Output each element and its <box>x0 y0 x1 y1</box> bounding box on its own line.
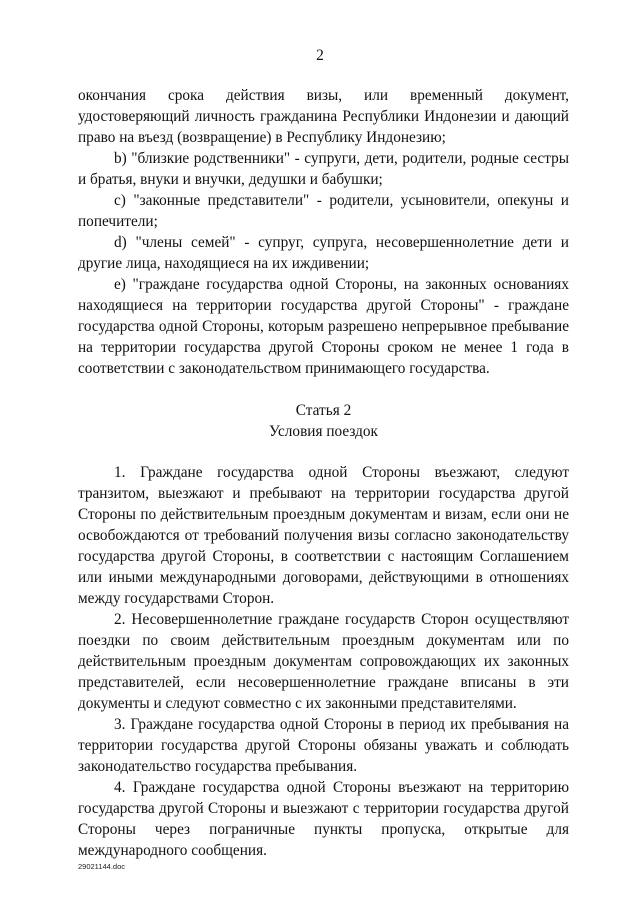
definition-lawful-residents: e) "граждане государства одной Стороны, на законных основаниях находящиеся на территории государства другой Стороны" - граждане государства одной Стороны, которым разрешено непрерывное пребывание на территории государства другой Стороны сроком не менее 1 года в соответствии с законодательством принимающего государства. <box>78 276 569 377</box>
article-clause-2: 2. Несовершеннолетние граждане государств Сторон осуществляют поездки по своим действительным проездным документам или по действительным проездным документам сопровождающих их законных представителей, если несовершеннолетние граждане вписаны в эти документы и следуют совместно с их законными представителями. <box>78 611 569 712</box>
article-title: Условия поездок <box>269 423 378 440</box>
article-clause-3: 3. Граждане государства одной Стороны в период их пребывания на территории государства другой Стороны обязаны уважать и соблюдать законодательство государства пребывания. <box>78 716 569 775</box>
definition-close-relatives: b) "близкие родственники" - супруги, дети, родители, родные сестры и братья, внуки и внучки, дедушки и бабушки; <box>78 150 569 188</box>
document-body <box>78 85 569 861</box>
article-number: Статья 2 <box>295 402 352 419</box>
page-number: 2 <box>316 47 324 64</box>
article-clause-1: 1. Граждане государства одной Стороны въезжают, следуют транзитом, выезжают и пребывают на территории государства другой Стороны по действительным проездным документам и визам, если они не освобождаются от требований получения визы согласно законодательству государства другой Стороны, в соответствии с настоящим Соглашением или иными международными договорами, действующими в отношениях между государствами Сторон. <box>78 464 569 607</box>
definition-legal-representatives: c) "законные представители" - родители, усыновители, опекуны и попечители; <box>78 192 569 230</box>
paragraph-visa-continuation: окончания срока действия визы, или временный документ, удостоверяющий личность гражданина Республики Индонезии и дающий право на въезд (возвращение) в Республику Индонезию; <box>78 87 569 146</box>
document-filename-footer: 29021144.doc <box>78 862 125 871</box>
article-clause-4: 4. Граждане государства одной Стороны въезжают на территорию государства другой Стороны и выезжают с территории государства другой Стороны через пограничные пункты пропуска, открытые для международного сообщения. <box>78 779 569 859</box>
definition-family-members: d) "члены семей" - супруг, супруга, несовершеннолетние дети и другие лица, находящиеся на их иждивении; <box>78 234 569 272</box>
